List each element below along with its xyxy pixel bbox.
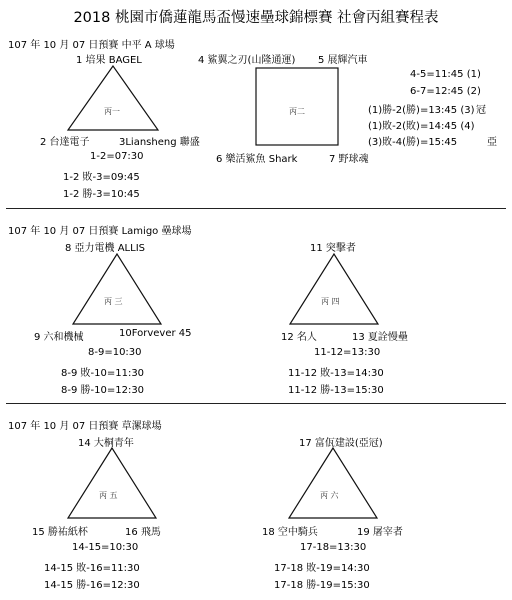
group-triangle-4 xyxy=(290,254,378,324)
team-13: 13 夏詮慢壘 xyxy=(352,332,408,343)
team-18: 18 空中騎兵 xyxy=(262,527,318,538)
team-6: 6 樂活鯊魚 Shark xyxy=(216,154,298,165)
schedule-line: 14-15 勝-16=12:30 xyxy=(44,580,140,591)
team-3: 3Liansheng 聯盛 xyxy=(119,137,200,148)
schedule-line: 11-12 敗-13=14:30 xyxy=(288,368,384,379)
section-header-2: 107 年 10 月 07 日預賽 Lamigo 壘球場 xyxy=(8,226,192,237)
section-divider xyxy=(6,403,506,404)
schedule-line: 14-15=10:30 xyxy=(72,542,139,553)
group-triangle-1 xyxy=(68,66,158,130)
team-1: 1 培果 BAGEL xyxy=(76,55,142,66)
team-11: 11 突擊者 xyxy=(310,243,356,254)
schedule-line: 8-9 勝-10=12:30 xyxy=(61,385,145,396)
team-2: 2 台達電子 xyxy=(40,137,90,148)
final-mark-champion: 冠 xyxy=(476,105,486,116)
group-label-5: 丙 五 xyxy=(99,491,118,500)
group-triangle-3 xyxy=(73,254,161,324)
section-header-1: 107 年 10 月 07 日預賽 中平 A 球場 xyxy=(8,40,175,51)
group-triangle-6 xyxy=(289,448,377,518)
group-label-3: 丙 三 xyxy=(104,297,123,306)
group-label-1: 丙一 xyxy=(104,107,120,116)
team-10: 10Forvever 45 xyxy=(119,328,192,339)
team-19: 19 屠宰者 xyxy=(357,527,403,538)
schedule-line: 11-12=13:30 xyxy=(314,347,381,358)
team-5: 5 展輝汽車 xyxy=(318,55,368,66)
schedule-line: 17-18 勝-19=15:30 xyxy=(274,580,370,591)
schedule-line: 4-5=11:45 (1) xyxy=(410,69,481,80)
page-title: 2018 桃園市僑蓮龍馬盃慢速壘球錦標賽 社會丙組賽程表 xyxy=(73,10,439,26)
group-label-6: 丙 六 xyxy=(320,491,339,500)
team-12: 12 名人 xyxy=(281,332,317,343)
section-header-3: 107 年 10 月 07 日預賽 草漯球場 xyxy=(8,421,162,432)
schedule-line: 8-9=10:30 xyxy=(88,347,142,358)
schedule-line: 11-12 勝-13=15:30 xyxy=(288,385,384,396)
schedule-line: 17-18=13:30 xyxy=(300,542,367,553)
schedule-line: (1)勝-2(勝)=13:45 (3) xyxy=(368,105,475,116)
schedule-line: 14-15 敗-16=11:30 xyxy=(44,563,140,574)
final-mark-runner-up: 亞 xyxy=(487,137,497,148)
schedule-line: 6-7=12:45 (2) xyxy=(410,86,481,97)
team-17: 17 富佤建設(亞冠) xyxy=(299,438,383,449)
schedule-line: (1)敗-2(敗)=14:45 (4) xyxy=(368,121,475,132)
group-label-2: 丙二 xyxy=(289,107,305,116)
team-9: 9 六和機械 xyxy=(34,332,84,343)
team-8: 8 亞力電機 ALLIS xyxy=(65,243,145,254)
group-label-4: 丙 四 xyxy=(321,297,340,306)
section-divider xyxy=(6,208,506,209)
schedule-line: 17-18 敗-19=14:30 xyxy=(274,563,370,574)
team-14: 14 大桐青年 xyxy=(78,438,134,449)
team-15: 15 勝祐紙杯 xyxy=(32,527,88,538)
team-7: 7 野球魂 xyxy=(329,154,369,165)
schedule-line: 1-2 敗-3=09:45 xyxy=(63,172,140,183)
schedule-line: 1-2=07:30 xyxy=(90,151,144,162)
schedule-line: 1-2 勝-3=10:45 xyxy=(63,189,140,200)
group-triangle-5 xyxy=(68,448,156,518)
team-4: 4 鯊翼之刃(山隆通運) xyxy=(198,55,296,66)
team-16: 16 飛馬 xyxy=(125,527,161,538)
schedule-line: 8-9 敗-10=11:30 xyxy=(61,368,145,379)
schedule-line: (3)敗-4(勝)=15:45 xyxy=(368,137,458,148)
